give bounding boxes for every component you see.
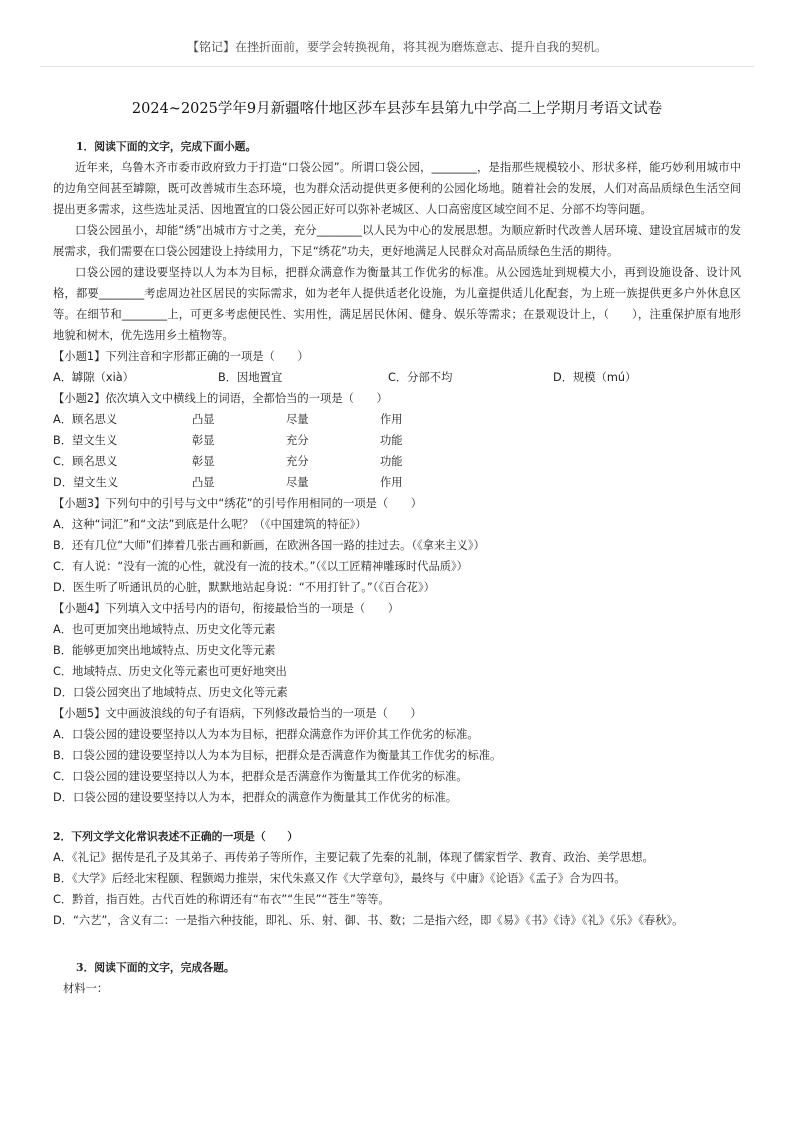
option-c: C．地域特点、历史文化等元素也可更好地突出 (53, 665, 287, 678)
passage-paragraph: 口袋公园的建设要坚持以人为本为目标，把群众满意作为衡量其工作优劣的标准。从公园选址到规模大小，再到设施设备、设计风格，都要________考虑周边社区居民的实际需求，如为老年人提供适老化设施，为儿童提供适儿化配套，为上班一族提供更多户外休息区等。在细节和________上，可更多考虑便民性、实用性，满足居民休闲、健身、娱乐等需求；在景观设计上，（ ），注重保护原有地形地貌和树木，优先选用乡土植物等。 (53, 266, 741, 342)
passage-paragraph: 近年来，乌鲁木齐市委市政府致力于打造“口袋公园”。所谓口袋公园，________，是指那些规模较小、形状多样，能巧妙利用城市中的边角空间甚至罅隙，既可改善城市生态环境，也为群众活动提供更多便利的公园化场地。随着社会的发展，人们对高品质绿色生活空间提出更多需求，这些选址灵活、因地置宜的口袋公园正好可以弥补老城区、人口高密度区域空间不足、分部不均等问题。 (53, 161, 741, 216)
option-word: 作用 (380, 413, 403, 426)
subquestion-4-stem: 【小题4】下列填入文中括号内的语句，衔接最恰当的一项是（ ） (53, 602, 400, 615)
option-c: C．口袋公园的建设要坚持以人为本，把群众是否满意作为衡量其工作优劣的标准。 (53, 770, 468, 783)
question-2-heading: 2．下列文学文化常识表述不正确的一项是（ ） (53, 830, 299, 843)
option-a: A．罅隙（xià） (53, 371, 134, 384)
option-c: C．分部不均 (388, 371, 453, 384)
option-d: D．规模（mú） (553, 371, 637, 384)
option-c: C．有人说：“没有一流的心性，就没有一流的技术。”（《以工匠精神雕琢时代品质》） (53, 560, 468, 573)
option-word: 尽量 (286, 413, 309, 426)
motto-banner: 【铭记】在挫折面前，要学会转换视角，将其视为磨炼意志、提升自我的契机。 (186, 40, 607, 54)
subquestion-2-option-row (53, 409, 741, 430)
subquestion-3-stem: 【小题3】下列句中的引号与文中“绣花”的引号作用相同的一项是（ ） (53, 497, 423, 510)
option-b: B．《大学》后经北宋程颐、程颢竭力推崇，宋代朱熹又作《大学章句》，最终与《中庸》《论语》《孟子》合为四书。 (53, 872, 626, 885)
subquestion-2-option-row (53, 451, 741, 472)
question-1-heading: 1．阅读下面的文字，完成下面小题。 (76, 140, 257, 153)
option-a: A．口袋公园的建设要坚持以人为本为目标，把群众满意作为评价其工作优劣的标准。 (53, 728, 479, 741)
subquestion-1-stem: 【小题1】下列注音和字形都正确的一项是（ ） (53, 350, 309, 363)
material-label: 材料一： (63, 982, 109, 995)
subquestion-5-stem: 【小题5】文中画波浪线的句子有语病，下列修改最恰当的一项是（ ） (53, 707, 422, 720)
option-b: B．还有几位“大师”们捧着几张古画和新画，在欧洲各国一路的挂过去。（《拿来主义》） (53, 539, 485, 552)
section-gap (53, 808, 741, 826)
subquestion-2-stem: 【小题2】依次填入文中横线上的词语，全都恰当的一项是（ ） (53, 392, 388, 405)
option-a: A．《礼记》据传是孔子及其弟子、再传弟子等所作，主要记载了先秦的礼制，体现了儒家哲学、教育、政治、美学思想。 (53, 851, 654, 864)
option-word: 彰显 (192, 455, 215, 468)
exam-content (53, 136, 741, 999)
option-d: D．“六艺”，含义有二：一是指六种技能，即礼、乐、射、御、书、数；二是指六经，即《易》《书》《诗》《礼》《乐》《春秋》。 (53, 914, 684, 927)
passage-paragraph: 口袋公园虽小，却能“绣”出城市方寸之美，充分________以人民为中心的发展思想。为顺应新时代改善人居环境、建设宜居城市的发展需求，我们需要在口袋公园建设上持续用力，下足“绣花”功夫，更好地满足人民群众对高品质绿色生活的期待。 (53, 224, 741, 258)
option-label: A．顾名思义 (53, 413, 118, 426)
option-word: 充分 (286, 455, 309, 468)
question-3-heading: 3．阅读下面的文字，完成各题。 (76, 961, 235, 974)
option-d: D．医生听了听通讯员的心脏，默默地站起身说：“不用打针了。”（《百合花》） (53, 581, 435, 594)
subquestion-1-options (53, 367, 741, 388)
option-word: 充分 (286, 434, 309, 447)
option-d: D．口袋公园突出了地域特点、历史文化等元素 (53, 686, 288, 699)
option-word: 功能 (380, 455, 403, 468)
option-label: C．顾名思义 (53, 455, 118, 468)
option-d: D．口袋公园的建设要坚持以人为本，把群众的满意作为衡量其工作优劣的标准。 (53, 791, 458, 804)
header-divider (40, 66, 754, 67)
option-word: 凸显 (192, 413, 215, 426)
option-label: D．望文生义 (53, 476, 119, 489)
option-word: 作用 (380, 476, 403, 489)
option-label: B．望文生义 (53, 434, 118, 447)
option-word: 凸显 (192, 476, 215, 489)
option-word: 功能 (380, 434, 403, 447)
section-gap (53, 931, 741, 957)
subquestion-2-option-row (53, 472, 741, 493)
option-b: B．口袋公园的建设要坚持以人为本为目标，把群众是否满意作为衡量其工作优劣的标准。 (53, 749, 502, 762)
page-title: 2024~2025学年9月新疆喀什地区莎车县莎车县第九中学高二上学期月考语文试卷 (131, 101, 663, 117)
option-b: B．能够更加突出地域特点、历史文化等元素 (53, 644, 276, 657)
option-a: A．也可更加突出地域特点、历史文化等元素 (53, 623, 276, 636)
option-b: B．因地置宜 (218, 371, 283, 384)
subquestion-2-option-row (53, 430, 741, 451)
option-word: 彰显 (192, 434, 215, 447)
option-word: 尽量 (286, 476, 309, 489)
option-c: C．黔首，指百姓。古代百姓的称谓还有“布衣”“生民”“苍生”等等。 (53, 893, 390, 906)
option-a: A．这种“词汇”和“文法”到底是什么呢？（《中国建筑的特征》） (53, 518, 367, 531)
